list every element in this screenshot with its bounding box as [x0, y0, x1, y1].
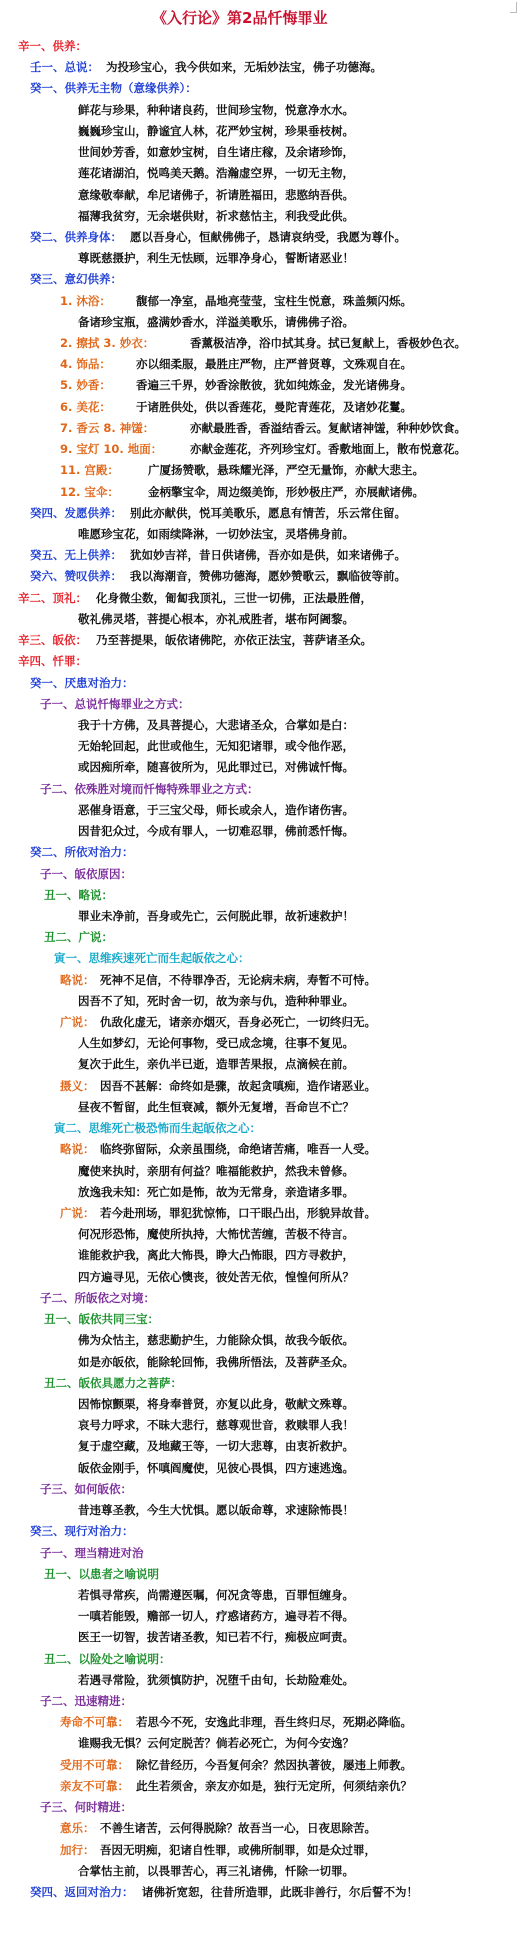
verse-line: 不善生诸苦，云何得脱除？故吾当一心，日夜思除苦。 — [100, 1821, 376, 1835]
verse-line: 若今赴刑场，罪犯犹惊怖，口干眼凸出，形貌异故昔。 — [100, 1206, 376, 1220]
verse-line: 临终弥留际，众亲虽围绕，命绝诸苦痛，唯吾一人受。 — [100, 1142, 376, 1156]
paragraph-mark-icon — [510, 2, 517, 13]
verse-line: 福薄我贫穷，无余堪供财，祈求慈怙主，利我受此供。 — [78, 209, 354, 223]
verse-line: 佛为众怙主，慈悲勤护生，力能除众惧，故我今皈依。 — [78, 1333, 354, 1347]
verse-line: 唯愿珍宝花，如雨续降淋，一切妙法宝，灵塔佛身前。 — [78, 527, 354, 541]
verse-line: 吾因无明痴，犯诸自性罪，或佛所制罪，如是众过罪， — [100, 1843, 376, 1857]
outline-heading: 癸二、供养身体： — [30, 230, 122, 244]
outline-heading: 12. 宝伞： — [60, 485, 119, 499]
outline-heading: 癸二、所依对治力： — [30, 845, 134, 859]
verse-line: 人生如梦幻，无论何事物，受已成念境，往事不复见。 — [78, 1036, 354, 1050]
verse-line: 何况形恐怖，魔使所执持，大怖忧苦缠，苦极不待言。 — [78, 1227, 354, 1241]
verse-line: 莲花诸湖泊，悦鸣美天鹅。浩瀚虚空界，一切无主物， — [78, 166, 354, 180]
outline-heading: 子一、总说忏悔罪业之方式： — [40, 697, 190, 711]
outline-heading: 9. 宝灯 10. 地面： — [60, 442, 163, 456]
verse-line: 恶催身语意，于三宝父母，师长或余人，造作诸伤害。 — [78, 803, 354, 817]
verse-line: 愿以吾身心，恒献佛佛子，恳请哀纳受，我愿为尊仆。 — [130, 230, 406, 244]
verse-line: 合掌怙主前，以畏罪苦心，再三礼诸佛，忏除一切罪。 — [78, 1864, 354, 1878]
verse-line: 四方遍寻见，无依心懊丧，彼处苦无依，惶惶何所从？ — [78, 1270, 354, 1284]
outline-heading: 摄义： — [60, 1079, 95, 1093]
outline-heading: 丑二、广说： — [44, 930, 113, 944]
verse-line: 亦献金莲花，齐列珍宝灯。香敷地面上，散布悦意花。 — [190, 442, 466, 456]
verse-line: 皈依金刚手，怀嗔阎魔使，见彼心畏惧，四方速逃逸。 — [78, 1461, 354, 1475]
outline-heading: 辛三、皈依： — [18, 633, 87, 647]
outline-heading: 略说： — [60, 973, 95, 987]
verse-line: 敬礼佛灵塔，菩提心根本，亦礼戒胜者，堪布阿阇黎。 — [78, 612, 354, 626]
verse-line: 若遇寻常险，犹须慎防护，况堕千由旬，长劫险难处。 — [78, 1673, 354, 1687]
outline-heading: 7. 香云 8. 神馐： — [60, 421, 155, 435]
verse-line: 香薰极洁净，浴巾拭其身。拭已复献上，香极妙色衣。 — [190, 336, 466, 350]
outline-heading: 子三、何时精进： — [40, 1800, 132, 1814]
outline-heading: 广说： — [60, 1015, 95, 1029]
outline-heading: 6. 美花： — [60, 400, 111, 414]
verse-line: 鲜花与珍果，种种诸良药，世间珍宝物，悦意净水水。 — [78, 103, 354, 117]
outline-heading: 癸五、无上供养： — [30, 548, 122, 562]
outline-heading: 子三、如何皈依： — [40, 1482, 132, 1496]
verse-line: 尊既慈摄护，利生无怯顾，远罪净身心，誓断诸恶业！ — [78, 251, 354, 265]
page-title: 《入行论》第2品忏悔罪业 — [152, 9, 328, 27]
outline-heading: 亲友不可靠： — [60, 1779, 129, 1793]
outline-heading: 辛四、忏罪： — [18, 654, 87, 668]
verse-line: 仇敌化虚无，诸亲亦烟灭，吾身必死亡，一切终归无。 — [100, 1015, 376, 1029]
verse-line: 世间妙芳香，如意妙宝树，自生诸庄稼，及余诸珍饰， — [78, 145, 354, 159]
verse-line: 金柄擎宝伞，周边缀美饰，形妙极庄严，亦展献诸佛。 — [148, 485, 424, 499]
verse-line: 放逸我未知：死亡如是怖，故为无常身，亲造诸多罪。 — [78, 1185, 354, 1199]
verse-line: 罪业未净前，吾身或先亡，云何脱此罪，故祈速救护！ — [78, 909, 354, 923]
verse-line: 因吾不了知，死时舍一切，故为亲与仇，造种种罪业。 — [78, 994, 354, 1008]
verse-line: 备诸珍宝瓶，盛满妙香水，洋溢美歌乐，请佛佛子浴。 — [78, 315, 354, 329]
outline-heading: 略说： — [60, 1142, 95, 1156]
verse-line: 若惧寻常疾，尚需遵医嘱，何况贪等患，百罪恒缠身。 — [78, 1588, 354, 1602]
outline-heading: 广说： — [60, 1206, 95, 1220]
outline-heading: 丑二、皈依具愿力之菩萨： — [44, 1376, 182, 1390]
verse-line: 我于十方佛，及具菩提心，大悲诸圣众，合掌如是白： — [78, 718, 354, 732]
outline-heading: 丑一、略说： — [44, 888, 113, 902]
outline-heading: 癸三、意幻供养： — [30, 272, 122, 286]
verse-line: 别此亦献供，悦耳美歌乐，愿息有情苦，乐云常住留。 — [130, 506, 406, 520]
verse-line: 馥郁一净室，晶地亮莹莹，宝柱生悦意，珠盖频闪烁。 — [136, 294, 412, 308]
verse-line: 乃至菩提果，皈依诸佛陀，亦依正法宝，菩萨诸圣众。 — [96, 633, 372, 647]
outline-heading: 5. 妙香： — [60, 378, 111, 392]
verse-line: 医王一切智，拔苦诸圣教，知已若不行，痴极应呵责。 — [78, 1630, 354, 1644]
verse-line: 死神不足信，不待罪净否，无论病未病，寿暂不可恃。 — [100, 973, 376, 987]
verse-line: 昼夜不暂留，此生恒衰减，额外无复增，吾命岂不亡？ — [78, 1100, 354, 1114]
outline-heading: 癸一、供养无主物（意缘供养）： — [30, 81, 197, 95]
verse-line: 除忆昔经历，今吾复何余？然因执著彼，屡违上师教。 — [136, 1758, 412, 1772]
outline-heading: 11. 宫殿： — [60, 463, 119, 477]
verse-line: 此生若须舍，亲友亦如是，独行无定所，何须结亲仇？ — [136, 1779, 412, 1793]
outline-heading: 丑二、以险处之喻说明： — [44, 1652, 171, 1666]
outline-heading: 子二、迅速精进： — [40, 1694, 132, 1708]
outline-heading: 丑一、皈依共同三宝： — [44, 1312, 159, 1326]
outline-heading: 丑一、以患者之喻说明 — [44, 1567, 159, 1581]
outline-heading: 壬一、总说： — [30, 60, 99, 74]
outline-heading: 癸四、发愿供养： — [30, 506, 122, 520]
verse-line: 诸佛祈宽恕，往昔所造罪，此既非善行，尔后誓不为！ — [142, 1885, 418, 1899]
outline-heading: 寅二、思维死亡极恐怖而生起皈依之心： — [54, 1121, 261, 1135]
outline-heading: 子一、理当精进对治 — [40, 1546, 144, 1560]
verse-line: 无始轮回起，此世或他生，无知犯诸罪，或令他作恶， — [78, 739, 354, 753]
outline-heading: 癸六、赞叹供养： — [30, 569, 122, 583]
verse-line: 因吾不甚解：命终如是骤，故起贪嗔痴，造作诸恶业。 — [100, 1079, 376, 1093]
verse-line: 复于虚空藏，及地藏王等，一切大悲尊，由衷祈救护。 — [78, 1439, 354, 1453]
verse-line: 我以海潮音，赞佛功德海，愿妙赞歌云，飘临彼等前。 — [130, 569, 406, 583]
outline-heading: 子一、皈依原因： — [40, 867, 132, 881]
verse-line: 于诸胜供处，供以香莲花，曼陀青莲花，及诸妙花鬘。 — [136, 400, 412, 414]
verse-line: 香遍三千界，妙香涂散彼，犹如纯炼金，发光诸佛身。 — [136, 378, 412, 392]
verse-line: 亦以细柔服，最胜庄严物，庄严普贤尊，文殊观自在。 — [136, 357, 412, 371]
outline-heading: 癸三、现行对治力： — [30, 1524, 134, 1538]
outline-heading: 1. 沐浴： — [60, 294, 111, 308]
verse-line: 因昔犯众过，今成有罪人，一切难忍罪，佛前悉忏悔。 — [78, 824, 354, 838]
outline-heading: 2. 擦拭 3. 妙衣： — [60, 336, 155, 350]
verse-line: 谁赐我无惧？云何定脱苦？倘若必死亡，为何今安逸？ — [78, 1736, 354, 1750]
outline-heading: 辛一、供养： — [18, 39, 87, 53]
outline-heading: 意乐： — [60, 1821, 95, 1835]
outline-heading: 寅一、思维疾速死亡而生起皈依之心： — [54, 951, 250, 965]
outline-heading: 受用不可靠： — [60, 1758, 129, 1772]
verse-line: 复次于此生，亲仇半已逝，造罪苦果报，点滴候在前。 — [78, 1057, 354, 1071]
outline-heading: 癸一、厌患对治力： — [30, 676, 134, 690]
verse-line: 或因痴所牵，随喜彼所为，见此罪过已，对佛诚忏悔。 — [78, 760, 354, 774]
verse-line: 昔违尊圣教，今生大忧惧。愿以皈命尊，求速除怖畏！ — [78, 1503, 354, 1517]
outline-heading: 寿命不可靠： — [60, 1715, 129, 1729]
verse-line: 因怖惊颤栗，将身奉普贤，亦复以此身，敬献文殊尊。 — [78, 1397, 354, 1411]
verse-line: 若思今不死，安逸此非理，吾生终归尽，死期必降临。 — [136, 1715, 412, 1729]
verse-line: 化身微尘数，匍匐我顶礼，三世一切佛，正法最胜僧， — [96, 591, 372, 605]
verse-line: 哀号力呼求，不昧大悲行，慈尊观世音，救赎罪人我！ — [78, 1418, 354, 1432]
outline-heading: 4. 饰品： — [60, 357, 111, 371]
outline-heading: 子二、依殊胜对境而忏悔特殊罪业之方式： — [40, 782, 259, 796]
verse-line: 如是亦皈依，能除轮回怖，我佛所悟法，及菩萨圣众。 — [78, 1355, 354, 1369]
verse-line: 魔使来执时，亲朋有何益？唯福能救护，然我未曾修。 — [78, 1164, 354, 1178]
outline-heading: 子二、所皈依之对境： — [40, 1291, 155, 1305]
verse-line: 意缘敬奉献，牟尼诸佛子，祈请胜福田，悲愍纳吾供。 — [78, 188, 354, 202]
outline-heading: 癸四、返回对治力： — [30, 1885, 134, 1899]
verse-line: 巍巍珍宝山，静谧宜人林，花严妙宝树，珍果垂枝树。 — [78, 124, 354, 138]
verse-line: 亦献最胜香，香溢结香云。复献诸神馐，种种妙饮食。 — [190, 421, 466, 435]
verse-line: 犹如妙吉祥，昔日供诸佛，吾亦如是供，如来诸佛子。 — [130, 548, 406, 562]
verse-line: 广厦扬赞歌，悬珠耀光泽，严空无量饰，亦献大悲主。 — [148, 463, 424, 477]
verse-line: 为投珍宝心，我今供如来，无垢妙法宝，佛子功德海。 — [106, 60, 382, 74]
outline-heading: 加行： — [60, 1843, 95, 1857]
outline-heading: 辛二、顶礼： — [18, 591, 87, 605]
verse-line: 一嗔若能毁，赡部一切人，疗惑诸药方，遍寻若不得。 — [78, 1609, 354, 1623]
verse-line: 谁能救护我，离此大怖畏，睁大凸怖眼，四方寻救护， — [78, 1248, 354, 1262]
